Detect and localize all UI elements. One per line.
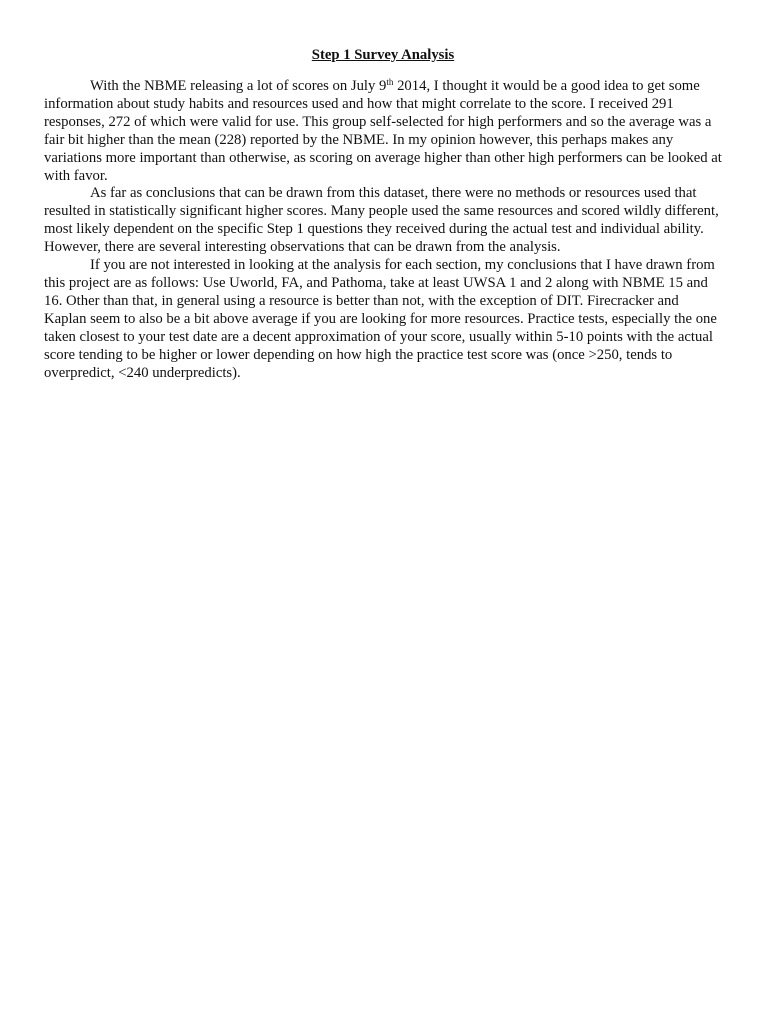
paragraph-intro <box>44 78 722 185</box>
ordinal-superscript: th <box>386 77 394 87</box>
paragraph-intro-text-end: 2014, I thought it would be a good idea to get some information about study habits and resources used and how that might correlate to the score. I received 291 responses, 272 of which were valid for use. This group self-selected for high performers and so the average was a fair bit higher than the mean (228) reported by the NBME. In my opinion however, this perhaps makes any variations more important than otherwise, as scoring on average higher than other high performers can be looked at with favor. <box>44 78 722 184</box>
paragraph-conclusions-summary: If you are not interested in looking at the analysis for each section, my conclusions that I have drawn from this project are as follows: Use Uworld, FA, and Pathoma, take at least UWSA 1 and 2 along with NBME 15 and 16. Other than that, in general using a resource is better than not, with the exception of DIT. Firecracker and Kaplan seem to also be a bit above average if you are looking for more resources. Practice tests, especially the one taken closest to your test date are a decent approximation of your score, usually within 5-10 points with the actual score tending to be higher or lower depending on how high the practice test score was (once >250, tends to overpredict, <240 underpredicts). <box>44 257 717 381</box>
paragraph-conclusions-overview: As far as conclusions that can be drawn from this dataset, there were no methods or resources used that resulted in statistically significant higher scores. Many people used the same resources and scored wildly different, most likely dependent on the specific Step 1 questions they received during the actual test and individual ability. However, there are several interesting observations that can be drawn from the analysis. <box>44 185 719 256</box>
document-title: Step 1 Survey Analysis <box>311 47 455 63</box>
paragraph-intro-text-start: With the NBME releasing a lot of scores on July 9 <box>90 78 387 94</box>
